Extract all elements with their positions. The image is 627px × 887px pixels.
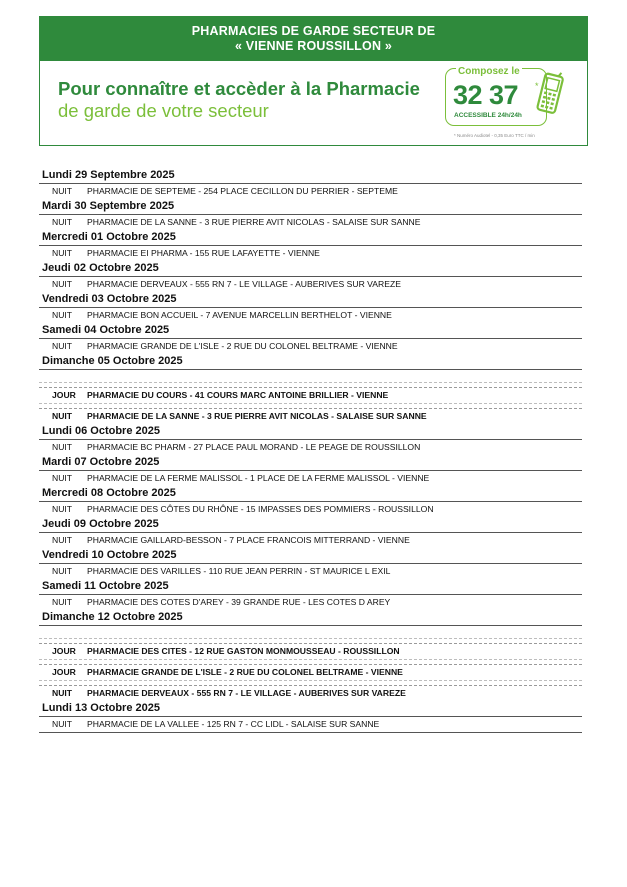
shift-label: JOUR [52, 667, 76, 677]
pharmacy-details: PHARMACIE GRANDE DE L'ISLE - 2 RUE DU COLONEL BELTRAME - VIENNE [87, 341, 398, 351]
shift-label: NUIT [52, 411, 73, 421]
banner-line-2: de garde de votre secteur [58, 100, 269, 121]
title-line-1: PHARMACIES DE GARDE SECTEUR DE [191, 24, 436, 38]
day-date: Dimanche 05 Octobre 2025 [42, 355, 183, 367]
shift-label: NUIT [52, 217, 73, 227]
shift-label: NUIT [52, 248, 73, 258]
accessible-label: ACCESSIBLE 24h/24h [454, 112, 522, 119]
pharmacy-entry [39, 470, 582, 486]
pharmacy-entry [39, 532, 582, 548]
day-date: Jeudi 02 Octobre 2025 [42, 262, 159, 274]
day-date: Samedi 11 Octobre 2025 [42, 580, 169, 592]
phone-number-star: * [535, 81, 539, 91]
day-date: Lundi 13 Octobre 2025 [42, 702, 160, 714]
pharmacy-entry [39, 387, 582, 403]
pharmacy-details: PHARMACIE DU COURS - 41 COURS MARC ANTOINE BRILLIER - VIENNE [87, 390, 389, 400]
title-banner [39, 16, 588, 61]
document-page [39, 16, 588, 146]
pharmacy-entry [39, 307, 582, 323]
pharmacy-details: PHARMACIE DE LA VALLEE - 125 RN 7 - CC LIDL - SALAISE SUR SANNE [87, 719, 380, 729]
shift-label: NUIT [52, 473, 73, 483]
pharmacy-entry [39, 664, 582, 680]
pharmacy-entry [39, 439, 582, 455]
shift-label: NUIT [52, 597, 73, 607]
shift-label: JOUR [52, 390, 76, 400]
pharmacy-entry [39, 594, 582, 610]
day-date: Vendredi 10 Octobre 2025 [42, 549, 177, 561]
pharmacy-details: PHARMACIE DES VARILLES - 110 RUE JEAN PERRIN - ST MAURICE L EXIL [87, 566, 391, 576]
day-date: Mardi 07 Octobre 2025 [42, 456, 160, 468]
day-separator [39, 625, 582, 638]
shift-label: NUIT [52, 310, 73, 320]
pharmacy-entry [39, 276, 582, 292]
day-date: Mercredi 08 Octobre 2025 [42, 487, 176, 499]
shift-label: NUIT [52, 504, 73, 514]
pharmacy-entry [39, 501, 582, 517]
pharmacy-entry [39, 183, 582, 199]
day-separator [39, 369, 582, 382]
pharmacy-details: PHARMACIE DES CITES - 12 RUE GASTON MONMOUSSEAU - ROUSSILLON [87, 646, 400, 656]
pharmacy-details: PHARMACIE BC PHARM - 27 PLACE PAUL MORAND - LE PEAGE DE ROUSSILLON [87, 442, 421, 452]
day-date: Samedi 04 Octobre 2025 [42, 324, 170, 336]
pharmacy-entry [39, 716, 582, 732]
pharmacy-entry [39, 685, 582, 701]
pharmacy-entry [39, 408, 582, 424]
list-end-line [39, 732, 582, 733]
shift-label: NUIT [52, 341, 73, 351]
pharmacy-details: PHARMACIE BON ACCUEIL - 7 AVENUE MARCELLIN BERTHELOT - VIENNE [87, 310, 392, 320]
pharmacy-details: PHARMACIE EI PHARMA - 155 RUE LAFAYETTE - VIENNE [87, 248, 320, 258]
mobile-phone-icon [534, 71, 568, 117]
title-line-2: « VIENNE ROUSSILLON » [234, 39, 392, 53]
shift-label: NUIT [52, 688, 73, 698]
shift-label: JOUR [52, 646, 76, 656]
shift-label: NUIT [52, 279, 73, 289]
audiotel-mention: * Numéro Audiotel - 0,35 Euro TTC / min [454, 133, 535, 138]
pharmacy-entry [39, 563, 582, 579]
pharmacy-entry [39, 643, 582, 659]
pharmacy-details: PHARMACIE DES COTES D'AREY - 39 GRANDE RUE - LES COTES D AREY [87, 597, 391, 607]
pharmacy-details: PHARMACIE DE SEPTEME - 254 PLACE CECILLON DU PERRIER - SEPTEME [87, 186, 398, 196]
pharmacy-details: PHARMACIE GRANDE DE L'ISLE - 2 RUE DU COLONEL BELTRAME - VIENNE [87, 667, 403, 677]
phone-number: 32 37 [453, 80, 519, 110]
info-banner [39, 61, 588, 146]
day-date: Jeudi 09 Octobre 2025 [42, 518, 159, 530]
day-date: Dimanche 12 Octobre 2025 [42, 611, 183, 623]
day-date: Lundi 06 Octobre 2025 [42, 425, 160, 437]
shift-label: NUIT [52, 186, 73, 196]
pharmacy-details: PHARMACIE DERVEAUX - 555 RN 7 - LE VILLAGE - AUBERIVES SUR VAREZE [87, 279, 401, 289]
day-date: Mercredi 01 Octobre 2025 [42, 231, 176, 243]
day-date: Mardi 30 Septembre 2025 [42, 200, 175, 212]
shift-label: NUIT [52, 719, 73, 729]
pharmacy-entry [39, 214, 582, 230]
pharmacy-details: PHARMACIE GAILLARD-BESSON - 7 PLACE FRANCOIS MITTERRAND - VIENNE [87, 535, 410, 545]
composez-label: Composez le [458, 66, 520, 77]
pharmacy-details: PHARMACIE DERVEAUX - 555 RN 7 - LE VILLAGE - AUBERIVES SUR VAREZE [87, 688, 406, 698]
shift-label: NUIT [52, 442, 73, 452]
pharmacy-details: PHARMACIE DE LA FERME MALISSOL - 1 PLACE DE LA FERME MALISSOL - VIENNE [87, 473, 430, 483]
pharmacy-schedule-list [39, 168, 582, 733]
shift-label: NUIT [52, 535, 73, 545]
phone-number-box [445, 68, 547, 126]
pharmacy-entry [39, 245, 582, 261]
shift-label: NUIT [52, 566, 73, 576]
pharmacy-entry [39, 338, 582, 354]
pharmacy-details: PHARMACIE DE LA SANNE - 3 RUE PIERRE AVIT NICOLAS - SALAISE SUR SANNE [87, 217, 421, 227]
pharmacy-details: PHARMACIE DE LA SANNE - 3 RUE PIERRE AVIT NICOLAS - SALAISE SUR SANNE [87, 411, 427, 421]
day-date: Vendredi 03 Octobre 2025 [42, 293, 177, 305]
banner-line-1: Pour connaître et accèder à la Pharmacie [58, 78, 420, 99]
pharmacy-details: PHARMACIE DES CÔTES DU RHÔNE - 15 IMPASSES DES POMMIERS - ROUSSILLON [87, 504, 434, 514]
day-date: Lundi 29 Septembre 2025 [42, 169, 175, 181]
